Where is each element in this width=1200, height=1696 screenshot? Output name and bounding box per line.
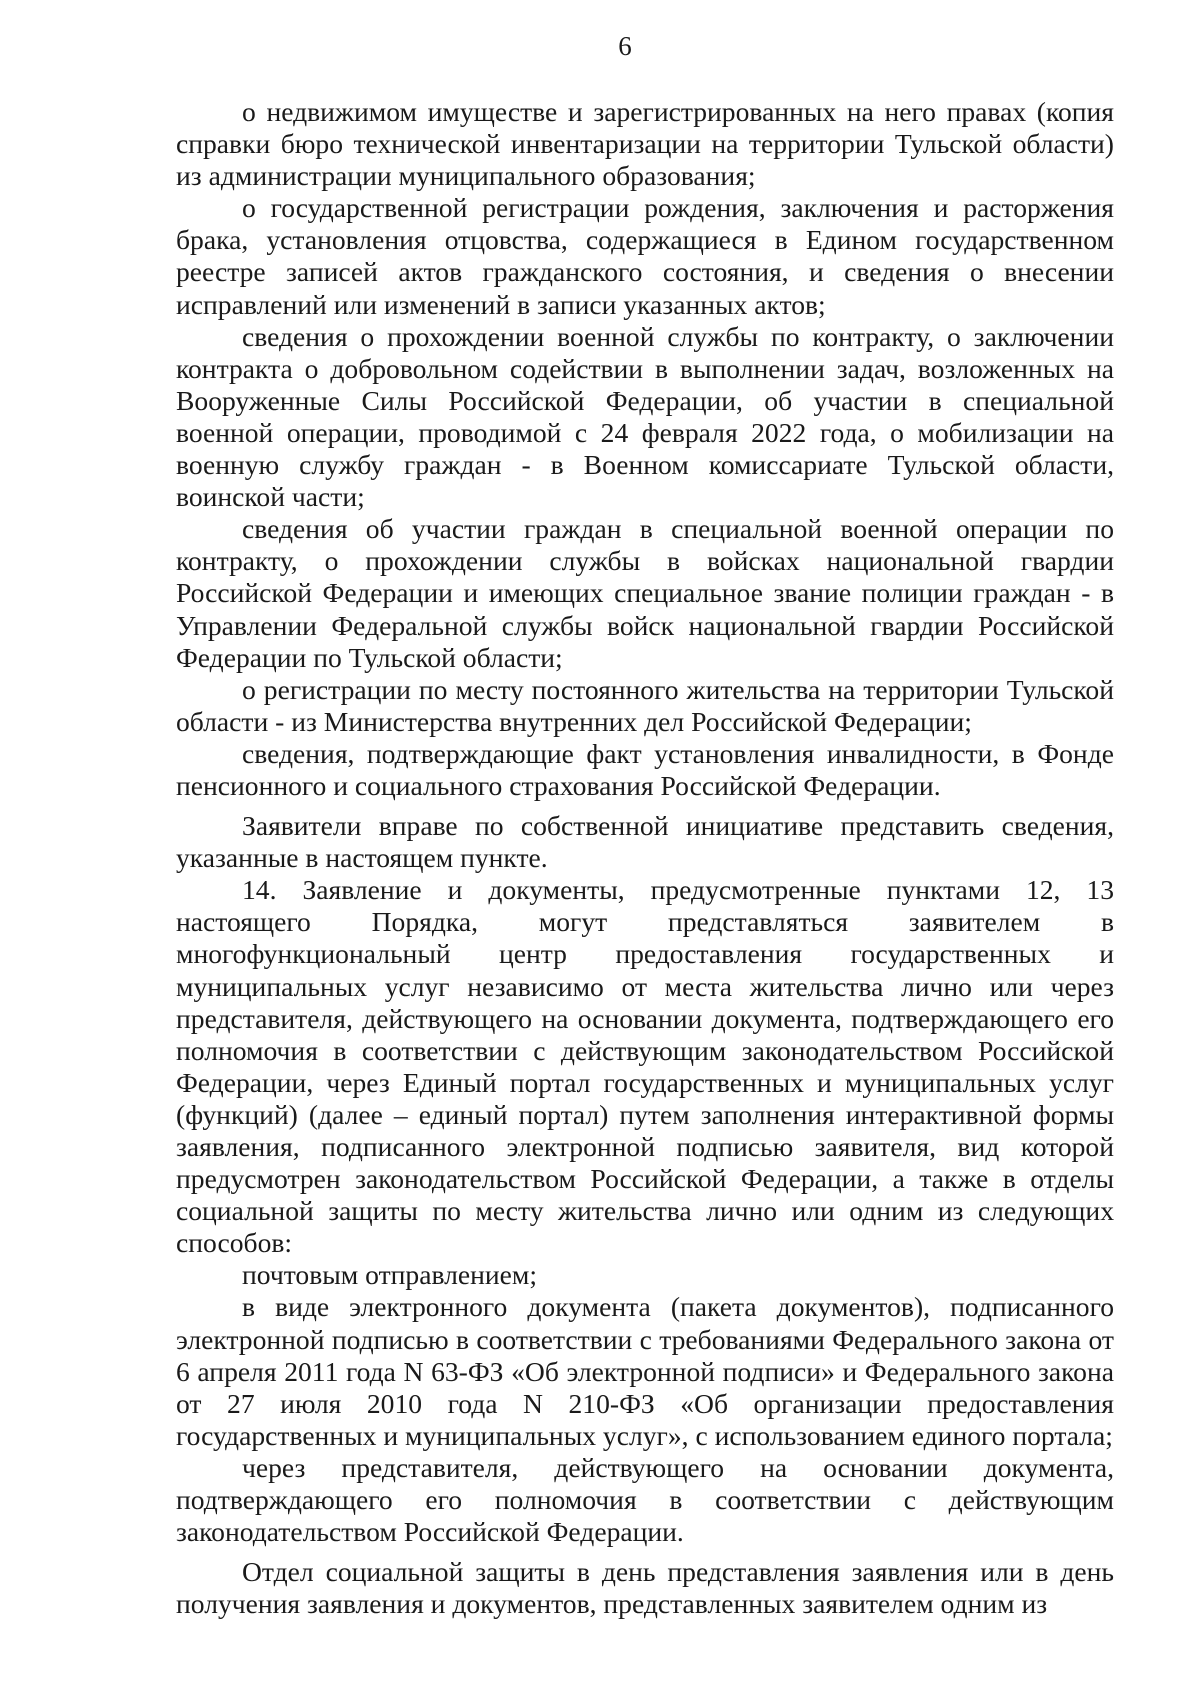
- paragraph-residence-registration: о регистрации по месту постоянного жительства на территории Тульской области - из Министерства внутренних дел Российской Федерации;: [176, 673, 1114, 737]
- document-body: [176, 96, 1114, 1620]
- paragraph-via-representative: через представителя, действующего на основании документа, подтверждающего его полномочия в соответствии с действующим законодательством Российской Федерации.: [176, 1451, 1114, 1548]
- paragraph-military-service: сведения о прохождении военной службы по контракту, о заключении контракта о добровольном содействии в выполнении задач, возложенных на Вооруженные Силы Российской Федерации, об участии в специальной военной операции, проводимой с 24 февраля 2022 года, о мобилизации на военную службу граждан - в Военном комиссариате Тульской области, воинской части;: [176, 320, 1114, 513]
- paragraph-national-guard: сведения об участии граждан в специальной военной операции по контракту, о прохождении службы в войсках национальной гвардии Российской Федерации и имеющих специальное звание полиции граждан - в Управлении Федеральной службы войск национальной гвардии Российской Федерации по Тульской области;: [176, 513, 1114, 673]
- paragraph-applicant-right: Заявители вправе по собственной инициативе представить сведения, указанные в настоящем пункте.: [176, 810, 1114, 874]
- paragraph-social-protection-office: Отдел социальной защиты в день представления заявления или в день получения заявления и документов, представленных заявителем одним из: [176, 1556, 1114, 1620]
- paragraph-disability: сведения, подтверждающие факт установления инвалидности, в Фонде пенсионного и социального страхования Российской Федерации.: [176, 737, 1114, 801]
- paragraph-real-estate: о недвижимом имуществе и зарегистрированных на него правах (копия справки бюро технической инвентаризации на территории Тульской области) из администрации муниципального образования;: [176, 96, 1114, 192]
- paragraph-clause-14: 14. Заявление и документы, предусмотренные пунктами 12, 13 настоящего Порядка, могут представляться заявителем в многофункциональный центр предоставления государственных и муниципальных услуг независимо от места жительства лично или через представителя, действующего на основании документа, подтверждающего его полномочия в соответствии с действующим законодательством Российской Федерации, через Единый портал государственных и муниципальных услуг (функций) (далее – единый портал) путем заполнения интерактивной формы заявления, подписанного электронной подписью заявителя, вид которой предусмотрен законодательством Российской Федерации, а также в отделы социальной защиты по месту жительства лично или одним из следующих способов:: [176, 874, 1114, 1259]
- paragraph-by-mail: почтовым отправлением;: [242, 1259, 538, 1291]
- paragraph-electronic-document: в виде электронного документа (пакета документов), подписанного электронной подписью в соответствии с требованиями Федерального закона от 6 апреля 2011 года N 63-ФЗ «Об электронной подписи» и Федерального закона от 27 июля 2010 года N 210-ФЗ «Об организации предоставления государственных и муниципальных услуг», с использованием единого портала;: [176, 1291, 1114, 1451]
- paragraph-civil-registration: о государственной регистрации рождения, заключения и расторжения брака, установления отцовства, содержащиеся в Едином государственном реестре записей актов гражданского состояния, и сведения о внесении исправлений или изменений в записи указанных актов;: [176, 192, 1114, 320]
- page-number: 6: [618, 31, 632, 61]
